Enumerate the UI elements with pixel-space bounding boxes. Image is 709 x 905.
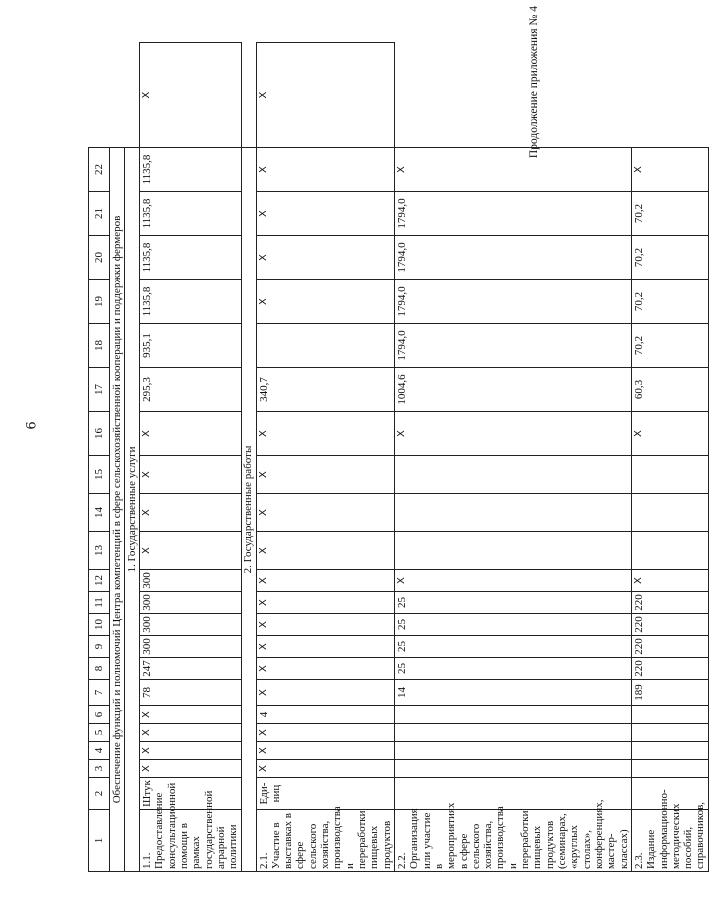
table-cell — [394, 760, 631, 778]
table-cell: 25 — [394, 592, 631, 614]
column-header: 3 — [89, 760, 110, 778]
table-cell: 1794,0 — [394, 192, 631, 236]
table-cell: 295,3 — [140, 368, 242, 412]
table-cell: 1135,8 — [140, 192, 242, 236]
row-name: 2.2. Организация или участие в мероприятиях в сфере сельского хозяйства, производства и переработки пищевых продуктов (семинарах, «круглых столах», конференциях, мастер-классах) — [394, 810, 631, 872]
table-cell: X — [256, 570, 394, 592]
column-header: 16 — [89, 412, 110, 456]
table-cell: X — [256, 636, 394, 658]
column-header: 21 — [89, 192, 110, 236]
column-header: 17 — [89, 368, 110, 412]
subsection-works: 2. Государственные работы — [241, 148, 256, 872]
table-cell: X — [631, 412, 708, 456]
table-cell: 25 — [394, 614, 631, 636]
table-cell: X — [394, 412, 631, 456]
row-name: 2.1. Участие в выставках в сфере сельского хозяйства, производства и переработки пищевых продуктов — [256, 810, 394, 872]
table-cell — [631, 760, 708, 778]
table-cell: X — [256, 760, 394, 778]
table-cell: X — [256, 412, 394, 456]
table-cell: X — [140, 412, 242, 456]
subsection-services-row — [125, 43, 140, 872]
table-cell: X — [394, 570, 631, 592]
table-cell: X — [256, 742, 394, 760]
table-cell: X — [140, 43, 242, 148]
table-cell: 25 — [394, 658, 631, 680]
table-row — [631, 43, 708, 872]
column-header: 8 — [89, 658, 110, 680]
table-cell: X — [256, 236, 394, 280]
table-cell: 78 — [140, 680, 242, 706]
table-cell: X — [140, 456, 242, 494]
table-cell: X — [256, 280, 394, 324]
table-cell: X — [256, 43, 394, 148]
table-cell: 1794,0 — [394, 324, 631, 368]
table-cell: X — [256, 494, 394, 532]
table-cell: 220 — [631, 636, 708, 658]
column-header: 19 — [89, 280, 110, 324]
column-header: 15 — [89, 456, 110, 494]
table-cell: X — [256, 658, 394, 680]
table-cell: 1135,8 — [140, 148, 242, 192]
section-title: Обеспечение функций и полномочий Центра компетенций в сфере сельскохозяйственной кооперации и поддержки фермеров — [110, 148, 125, 872]
table-cell: X — [256, 192, 394, 236]
table-cell: 300 — [140, 636, 242, 658]
table-cell: 70,2 — [631, 192, 708, 236]
table-cell: 247 — [140, 658, 242, 680]
column-header: 18 — [89, 324, 110, 368]
table-cell: 1004,6 — [394, 368, 631, 412]
table-cell — [394, 724, 631, 742]
column-number-row — [89, 43, 110, 872]
table-cell: 1135,8 — [140, 280, 242, 324]
table-cell: X — [256, 592, 394, 614]
table-cell — [394, 532, 631, 570]
column-header: 11 — [89, 592, 110, 614]
table-cell: X — [631, 570, 708, 592]
column-header: 7 — [89, 680, 110, 706]
subsection-services: 1. Государственные услуги — [125, 148, 140, 872]
table-cell: 70,2 — [631, 280, 708, 324]
table-row — [394, 43, 631, 872]
table-cell: 60,3 — [631, 368, 708, 412]
table-cell: 1794,0 — [394, 236, 631, 280]
table-cell: 14 — [394, 680, 631, 706]
column-header: 20 — [89, 236, 110, 280]
column-header: 5 — [89, 724, 110, 742]
table-cell: X — [256, 532, 394, 570]
table-cell: X — [256, 148, 394, 192]
table-cell: Штук — [140, 778, 242, 810]
table-cell: X — [140, 706, 242, 724]
subsection-works-row — [241, 43, 256, 872]
table-cell: 70,2 — [631, 324, 708, 368]
table-cell: X — [140, 532, 242, 570]
table-cell: X — [394, 148, 631, 192]
table-cell: 300 — [140, 570, 242, 592]
table-cell — [394, 706, 631, 724]
table-cell — [394, 456, 631, 494]
table-cell: X — [140, 742, 242, 760]
column-header: 13 — [89, 532, 110, 570]
column-header: 14 — [89, 494, 110, 532]
table-cell — [631, 532, 708, 570]
table-cell: 1794,0 — [394, 280, 631, 324]
table-cell: 220 — [631, 658, 708, 680]
table-cell: X — [256, 456, 394, 494]
table-row — [140, 43, 242, 872]
table-cell: 70,2 — [631, 236, 708, 280]
table-cell — [631, 494, 708, 532]
table-cell — [631, 456, 708, 494]
table-cell — [394, 494, 631, 532]
table-cell: 1135,8 — [140, 236, 242, 280]
column-header: 22 — [89, 148, 110, 192]
section-title-row — [110, 43, 125, 872]
table-cell: Еди-ниц — [256, 778, 394, 810]
table-cell: 935,1 — [140, 324, 242, 368]
table-cell — [631, 742, 708, 760]
table-row — [256, 43, 394, 872]
rotated-table-wrapper — [88, 42, 707, 872]
table-cell: X — [631, 148, 708, 192]
table-cell: 300 — [140, 614, 242, 636]
table-cell: X — [140, 724, 242, 742]
table-cell: 220 — [631, 592, 708, 614]
table-cell: 340,7 — [256, 368, 394, 412]
table-cell: 300 — [140, 592, 242, 614]
column-header: 10 — [89, 614, 110, 636]
table-cell — [394, 742, 631, 760]
table-cell: X — [256, 614, 394, 636]
column-header: 9 — [89, 636, 110, 658]
table-cell: 4 — [256, 706, 394, 724]
table-cell: X — [140, 494, 242, 532]
column-header: 6 — [89, 706, 110, 724]
table-cell — [631, 706, 708, 724]
column-header: 1 — [89, 810, 110, 872]
table-cell: 220 — [631, 614, 708, 636]
table-cell — [256, 324, 394, 368]
data-table — [88, 42, 709, 872]
table-cell: 189 — [631, 680, 708, 706]
column-header: 2 — [89, 778, 110, 810]
column-header: 12 — [89, 570, 110, 592]
table-cell: 25 — [394, 636, 631, 658]
table-cell: X — [256, 680, 394, 706]
table-cell: X — [256, 724, 394, 742]
table-cell: X — [140, 760, 242, 778]
page-number: 6 — [24, 421, 40, 430]
row-name: 2.3. Издание информационно-методических пособий, справочников, — [631, 810, 708, 872]
row-name: 1.1. Предоставление консультационной помощи в рамках государственной аграрной политики — [140, 810, 242, 872]
table-cell — [631, 724, 708, 742]
column-header: 4 — [89, 742, 110, 760]
running-header-text: Продолжение приложения № 4 — [528, 6, 540, 159]
